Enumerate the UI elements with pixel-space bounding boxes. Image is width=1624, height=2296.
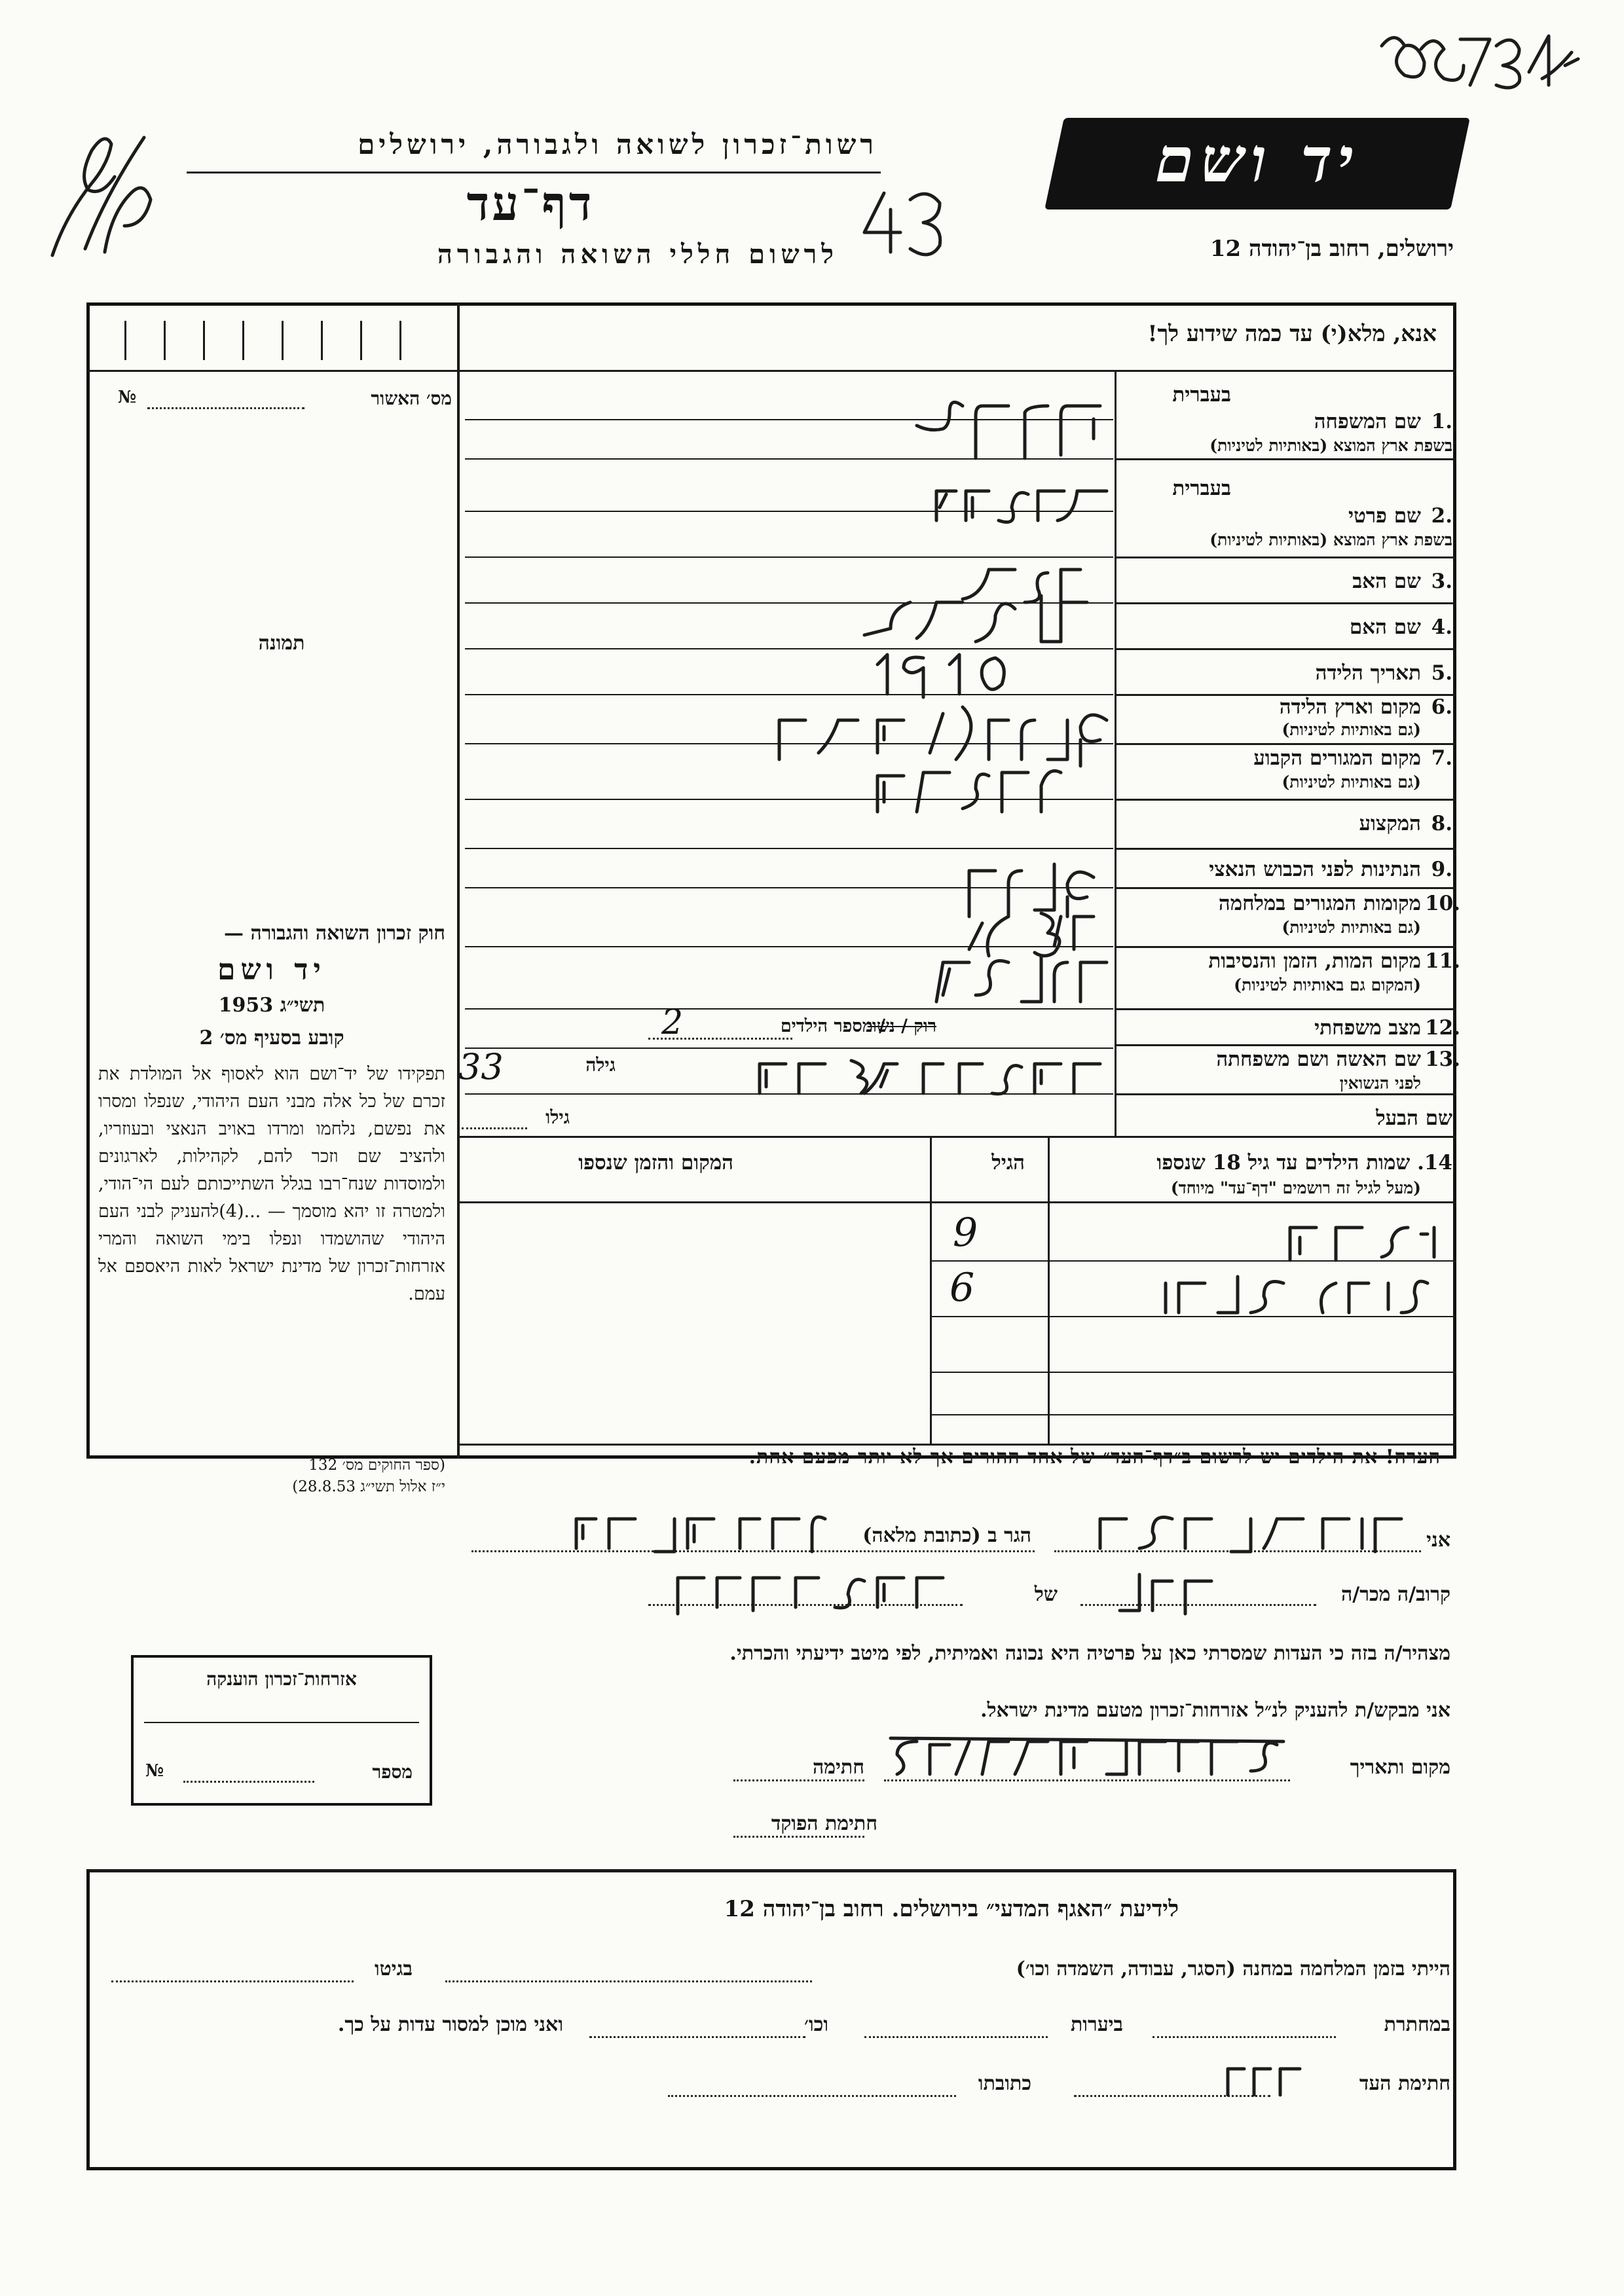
field-7-latin-note: (גם באותיות לטיניות) <box>1282 773 1421 792</box>
field-3-number: 3. <box>1431 570 1452 593</box>
field-12-number: 12. <box>1425 1016 1460 1040</box>
field-6-latin-note: (גם באותיות לטיניות) <box>1282 720 1421 739</box>
row-divider <box>1115 648 1456 650</box>
field-9-label: הנתינות לפני הכבוש הנאצי <box>1209 858 1421 881</box>
field-4-label: שם האם <box>1349 615 1421 639</box>
approval-dots <box>147 407 304 409</box>
handwritten-birth-year <box>864 648 1035 701</box>
child-2-age: 6 <box>950 1265 975 1311</box>
answer-line <box>465 848 1113 849</box>
handwritten-reference-number <box>1369 20 1585 98</box>
approval-label: מס׳ האשור <box>371 388 452 409</box>
officer-signature-label: חתימת הפוקד <box>771 1812 877 1835</box>
field-10-label: מקומות המגורים במלחמה <box>1218 892 1421 915</box>
children-count-label: / מספר הילדים <box>780 1016 885 1036</box>
children-note: (מעל לגיל זה רושמים "דף־עד" מיוחד) <box>1170 1178 1421 1197</box>
law-title: חוק זכרון השואה והגבורה — <box>224 922 445 945</box>
certificate-dots <box>183 1781 314 1783</box>
handwritten-residence <box>825 759 1074 818</box>
handwritten-mother-name <box>851 589 1100 655</box>
wife-age-label: גילה <box>585 1054 616 1076</box>
field-1-label: שם המשפחה <box>1314 410 1421 433</box>
marital-status-options: רוק / נשוי <box>867 1016 936 1036</box>
field-10-latin-note: (גם באותיות לטיניות) <box>1282 918 1421 937</box>
children-header: 14. שמות הילדים עד גיל 18 שנספו <box>1156 1151 1452 1175</box>
declaration-lives-at: הגר ב (כתובת מלאה) <box>862 1524 1031 1547</box>
row-divider <box>1115 848 1456 850</box>
field-6-label: מקום וארץ הלידה <box>1279 695 1421 719</box>
row-divider <box>1115 887 1456 889</box>
child-1-age: 9 <box>953 1210 978 1256</box>
certificate-no-mark: № <box>145 1761 164 1781</box>
field-11-label: מקום המות, הזמן והנסיבות <box>1208 949 1421 973</box>
bottom-underground: במחתרת <box>1384 2013 1450 2036</box>
handwritten-wife-name <box>727 1051 1113 1103</box>
row-divider <box>1115 556 1456 558</box>
children-header-line <box>457 1201 1456 1203</box>
field-7-number: 7. <box>1431 746 1452 770</box>
field-12-label: מצב משפחתי <box>1314 1016 1421 1040</box>
handwritten-place-date <box>884 1728 1290 1787</box>
photo-box-top <box>86 370 457 372</box>
row-divider <box>1115 1044 1456 1046</box>
row-divider <box>1115 1008 1456 1010</box>
witness-address-label: כתובתו <box>978 2072 1031 2095</box>
bottom-camp-dots <box>445 1980 812 1982</box>
handwritten-witness-name <box>1074 1506 1414 1558</box>
handwritten-death-place <box>910 949 1120 1008</box>
husband-age-label: גילו <box>545 1106 570 1128</box>
field-2-origin-lang: בשפת ארץ המוצא (באותיות לטיניות) <box>1209 530 1452 549</box>
place-date-label: מקום ותאריך <box>1350 1756 1450 1779</box>
photo-label: תמונה <box>258 632 305 655</box>
children-row-line <box>930 1414 1456 1415</box>
answer-line <box>465 1008 1113 1010</box>
bottom-notice: לידיעת ״האגף המדעי״ בירושלים. רחוב בן־יהודה 12 <box>724 1896 1179 1922</box>
row-divider <box>1115 458 1456 460</box>
declaration-request: אני מבקש/ת להעניק לנ״ל אזרחות־זכרון מטעם מדינת ישראל. <box>980 1699 1450 1722</box>
remark-text: הערה! את הילדים יש לרשום ב״דף־העד״ של אחד ההורים אך לא יותר מפעם אחת. <box>748 1446 1441 1468</box>
wife-age-value: 33 <box>458 1046 504 1087</box>
approval-no-mark: № <box>118 388 137 407</box>
field-8-label: המקצוע <box>1359 812 1421 835</box>
bottom-ghetto: בגיטו <box>374 1958 413 1980</box>
field-3-label: שם האב <box>1352 570 1421 593</box>
bottom-ready: ואני מוכן למסור עדות על כך. <box>337 2013 563 2036</box>
law-source: (ספר החוקים מס׳ 132 <box>308 1457 445 1474</box>
bottom-etc: וכו׳ <box>804 2013 828 2036</box>
row-divider <box>1115 799 1456 801</box>
logo-lettering: יד ושם <box>1148 124 1368 196</box>
handwritten-relative-name <box>655 1565 956 1624</box>
children-col-divider <box>1048 1136 1050 1444</box>
in-hebrew-label: בעברית <box>1172 477 1231 500</box>
handwritten-family-name <box>904 393 1113 465</box>
children-age-column: הגיל <box>991 1151 1025 1175</box>
certificate-number-label: מספר <box>372 1761 413 1783</box>
declaration-i: אני <box>1426 1529 1450 1552</box>
address-line: ירושלים, רחוב בן־יהודה 12 <box>1209 236 1454 262</box>
law-body: תפקידו של יד־ושם הוא לאסוף אל המולדת את זכרם של כל אלה מבני העם היהודי, שנפלו ומסרו את נפשם, נלחמו ומרדו באויב הנאצי ובעוזריו, ולהציב שם וזכר להם, לקהילות, לארגונים ולמוסדות שנח־רבו בגלל השתייכותם לעם הי־הודי, ולמטרה זו יהא מוסמך — ...(4)להעניק לבני העם היהודי שהושמדו ונפלו בימי השואה והמרי אזרחות־זכרון של מדינת ישראל לאות היאספם אל עמם. <box>98 1064 445 1304</box>
witness-address-dots <box>668 2095 956 2097</box>
field-8-number: 8. <box>1431 812 1452 835</box>
bottom-camp-line: הייתי בזמן המלחמה במחנה (הסגר, עבודה, השמדה וכו׳) <box>1016 1958 1450 1980</box>
law-year: תשי״ג 1953 <box>218 994 325 1017</box>
declaration-relative: קרוב/ה מכר/ה <box>1341 1583 1450 1606</box>
handwritten-relation <box>1080 1568 1225 1620</box>
handwritten-margin-note <box>39 124 164 262</box>
field-11-sub: (המקום גם באותיות לטיניות) <box>1234 975 1421 994</box>
row-divider <box>1115 602 1456 604</box>
form-title: דף־עד <box>466 175 595 231</box>
certificate-title: אזרחות־זכרון הוענקה <box>206 1668 357 1690</box>
children-place-column: המקום והזמן שנספו <box>578 1151 733 1175</box>
children-col-divider <box>930 1136 932 1444</box>
header-underline <box>187 172 881 173</box>
authority-title: רשות־זכרון לשואה ולגבורה, ירושלים <box>358 128 877 160</box>
answer-line <box>465 556 1113 558</box>
field-6-number: 6. <box>1431 695 1452 719</box>
husband-age-dots <box>462 1127 527 1129</box>
handwritten-witness-signature <box>1218 2056 1310 2102</box>
row-divider <box>1115 1093 1456 1095</box>
answer-line <box>465 1048 1113 1049</box>
row-divider <box>1115 743 1456 745</box>
field-2-number: 2. <box>1431 504 1452 528</box>
bottom-ghetto-dots <box>111 1980 354 1982</box>
form-subtitle: לרשום חללי השואה והגבורה <box>437 239 838 270</box>
officer-signature-dots <box>733 1836 864 1838</box>
children-row-line <box>930 1372 1456 1373</box>
field-4-number: 4. <box>1431 615 1452 639</box>
field-7-label: מקום המגורים הקבוע <box>1253 746 1421 770</box>
handwritten-page-number <box>858 183 950 262</box>
top-request-divider <box>457 370 1456 372</box>
children-count-value: 2 <box>661 1003 684 1042</box>
witness-signature-label: חתימת העד <box>1359 2072 1450 2095</box>
declaration-of: של <box>1034 1583 1058 1606</box>
law-source-date: י״ז אלול תשי״ג 28.8.53) <box>292 1478 445 1495</box>
in-hebrew-label: בעברית <box>1172 383 1231 407</box>
top-request-text: אנא, מלא(י) עד כמה שידוע לך! <box>1147 321 1437 347</box>
field-10-number: 10. <box>1425 892 1460 915</box>
bottom-forests-dots <box>864 2036 1048 2038</box>
field-5-label: תאריך הלידה <box>1315 661 1421 685</box>
husband-name-label: שם הבעל <box>1376 1106 1452 1130</box>
field-11-number: 11. <box>1425 949 1460 973</box>
row-divider <box>1115 946 1456 948</box>
handwritten-child-2-name <box>1139 1270 1441 1322</box>
field-1-origin-lang: בשפת ארץ המוצא (באותיות לטיניות) <box>1209 436 1452 455</box>
field-5-number: 5. <box>1431 661 1452 685</box>
id-boxes <box>111 321 439 360</box>
declaration-statement: מצהיר/ה בזה כי העדות שמסרתי כאן על פרטיה היא נכונה ואמיתית, לפי מיטב ידיעתי והכרתי. <box>729 1642 1450 1665</box>
field-13-label: שם האשה ושם משפחתה <box>1216 1048 1421 1071</box>
handwritten-first-name <box>923 478 1120 530</box>
field-13-sub: לפני הנשואין <box>1339 1074 1421 1093</box>
signature-label: חתימה <box>813 1756 864 1779</box>
handwritten-child-1-name <box>1238 1214 1447 1267</box>
law-clause: קובע בסעיף מס׳ 2 <box>199 1027 344 1049</box>
children-section-top <box>457 1136 1456 1138</box>
bottom-forests: ביערות <box>1070 2013 1123 2036</box>
field-2-label: שם פרטי <box>1348 504 1421 528</box>
yad-vashem-logo <box>1044 118 1470 210</box>
handwritten-witness-address <box>550 1506 838 1558</box>
field-9-number: 9. <box>1431 858 1452 881</box>
certificate-line <box>144 1722 419 1723</box>
law-name: יד ושם <box>217 953 326 987</box>
signature-dots <box>733 1779 864 1781</box>
bottom-etc-dots <box>589 2036 805 2038</box>
left-column-divider <box>457 302 460 1459</box>
field-1-number: 1. <box>1431 410 1452 433</box>
bottom-underground-dots <box>1153 2036 1336 2038</box>
field-13-number: 13. <box>1425 1048 1460 1071</box>
